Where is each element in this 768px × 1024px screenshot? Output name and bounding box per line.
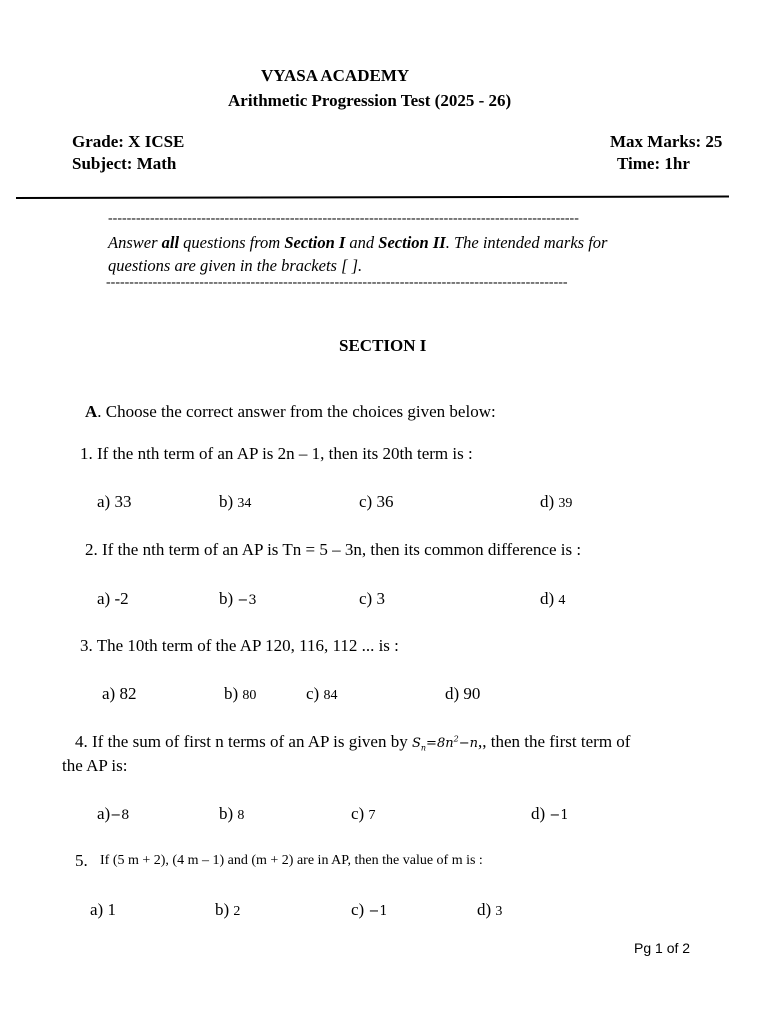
q4-option-d: d) −1 <box>531 804 569 823</box>
max-marks-label: Max Marks: 25 <box>610 132 723 151</box>
subject-label: Subject: Math <box>72 154 177 173</box>
q1-option-b: b) 34 <box>219 492 252 511</box>
q2-option-a: a) -2 <box>97 589 129 608</box>
q5-option-d: d) 3 <box>477 900 503 919</box>
q5-option-b: b) 2 <box>215 900 241 919</box>
question-5-number: 5. <box>75 851 88 870</box>
question-1: 1. If the nth term of an AP is 2n – 1, then its 20th term is : <box>80 444 473 463</box>
q2-option-b: b) −3 <box>219 589 257 608</box>
section-title: SECTION I <box>339 336 427 355</box>
part-a-heading: A. Choose the correct answer from the choices given below: <box>85 402 496 421</box>
q4-option-a: a)−8 <box>97 804 130 823</box>
question-5: If (5 m + 2), (4 m – 1) and (m + 2) are in AP, then the value of m is : <box>100 853 483 868</box>
q1-option-d: d) 39 <box>540 492 573 511</box>
sum-formula: $S_n=8n^2-n$ <box>411 734 478 753</box>
q3-option-c: c) 84 <box>306 684 338 703</box>
q3-option-d: d) 90 <box>445 684 481 703</box>
instructions-dash-top: ----------------------------------------------------------------------------------------------------- <box>108 211 579 226</box>
test-title: Arithmetic Progression Test (2025 - 26) <box>228 91 512 110</box>
q5-option-a: a) 1 <box>90 900 116 919</box>
page-number: Pg 1 of 2 <box>634 940 691 956</box>
instructions-text: Answer all questions from Section I and Section II. The intended marks for questions are given in the brackets [ ]. <box>108 233 608 275</box>
instructions-dash-bottom: --------------------------------------------------------------------------------------------------- <box>106 275 568 290</box>
q5-option-c: c) −1 <box>351 900 388 919</box>
q1-option-a: a) 33 <box>97 492 132 511</box>
question-4: 4. If the sum of first n terms of an AP is given by $S_n=8n^2-n$,, then the first term of <box>75 732 631 753</box>
grade-label: Grade: X ICSE <box>72 132 185 151</box>
question-4-line2: the AP is: <box>62 756 128 775</box>
question-3: 3. The 10th term of the AP 120, 116, 112 ... is : <box>80 636 399 655</box>
q4-option-c: c) 7 <box>351 804 376 823</box>
question-2: 2. If the nth term of an AP is Tn = 5 – 3n, then its common difference is : <box>85 540 582 559</box>
school-name: VYASA ACADEMY <box>261 66 410 85</box>
q2-option-c: c) 3 <box>359 589 385 608</box>
q3-option-a: a) 82 <box>102 684 137 703</box>
q2-option-d: d) 4 <box>540 589 566 608</box>
q4-option-b: b) 8 <box>219 804 245 823</box>
q1-option-c: c) 36 <box>359 492 394 511</box>
q3-option-b: b) 80 <box>224 684 257 703</box>
time-label: Time: 1hr <box>617 154 690 173</box>
header-divider <box>16 196 729 199</box>
